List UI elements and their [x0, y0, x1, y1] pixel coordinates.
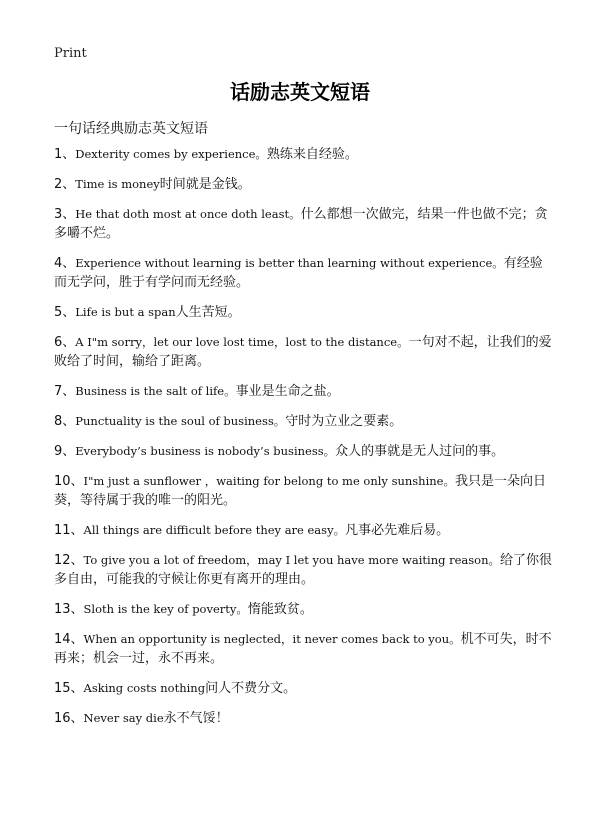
phrase-chinese: 一句对不起，让我们的爱败给了时间，输给了距离。 [54, 335, 552, 369]
phrase-chinese: 时间就是金钱。 [159, 177, 251, 192]
phrase-number: 12、 [54, 553, 84, 568]
phrase-item [54, 551, 554, 589]
phrase-english: Sloth is the key of poverty。 [83, 602, 248, 616]
phrase-item [54, 600, 554, 619]
phrase-item [54, 333, 554, 371]
phrase-number: 11、 [54, 523, 84, 538]
phrase-chinese: 事业是生命之盐。 [235, 384, 340, 399]
phrase-number: 3、 [54, 207, 76, 222]
phrase-english: A I"m sorry，let our love lost time，lost to the distance。 [75, 335, 409, 349]
phrase-item [54, 521, 554, 540]
phrase-item [54, 709, 554, 728]
phrase-english: All things are difficult before they are easy。 [83, 523, 346, 537]
phrase-number: 13、 [54, 602, 84, 617]
phrase-number: 15、 [54, 681, 84, 696]
phrase-list [54, 145, 554, 728]
phrase-item [54, 472, 554, 510]
phrase-number: 14、 [54, 632, 84, 647]
phrase-item [54, 412, 554, 431]
document-title: 话励志英文短语 [230, 80, 370, 104]
phrase-chinese: 什么都想一次做完，结果一件也做不完；贪多嚼不烂。 [54, 207, 548, 241]
phrase-number: 6、 [54, 335, 76, 350]
phrase-english: Business is the salt of life。 [75, 384, 236, 398]
phrase-chinese: 给了你很多自由，可能我的守候让你更有离开的理由。 [54, 553, 553, 587]
phrase-english: When an opportunity is neglected，it never comes back to you。 [83, 632, 461, 646]
document-subtitle: 一句话经典励志英文短语 [54, 121, 208, 137]
phrase-chinese: 熟练来自经验。 [266, 147, 358, 162]
phrase-number: 10、 [54, 474, 84, 489]
phrase-english: Everybody’s business is nobody’s business。 [75, 444, 336, 458]
phrase-chinese: 众人的事就是无人过问的事。 [335, 444, 505, 459]
phrase-english: Life is but a span [75, 305, 176, 319]
phrase-chinese: 惰能致贫。 [247, 602, 313, 617]
phrase-item [54, 145, 554, 164]
phrase-number: 7、 [54, 384, 76, 399]
phrase-item [54, 442, 554, 461]
phrase-item [54, 175, 554, 194]
phrase-number: 2、 [54, 177, 76, 192]
phrase-chinese: 我只是一朵向日葵，等待属于我的唯一的阳光。 [54, 474, 546, 508]
phrase-english: Experience without learning is better than learning without experience。 [75, 256, 504, 270]
phrase-chinese: 凡事必先难后易。 [345, 523, 450, 538]
phrase-number: 9、 [54, 444, 76, 459]
phrase-english: Dexterity comes by experience。 [75, 147, 267, 161]
phrase-english: Time is money [75, 177, 160, 191]
phrase-number: 5、 [54, 305, 76, 320]
phrase-item [54, 630, 554, 668]
phrase-english: Asking costs nothing [83, 681, 206, 695]
phrase-english: I"m just a sunflower ，waiting for belong to me only sunshine。 [83, 474, 455, 488]
phrase-item [54, 303, 554, 322]
phrase-chinese: 有经验而无学问，胜于有学问而无经验。 [54, 256, 543, 290]
phrase-chinese: 永不气馁！ [163, 711, 229, 726]
phrase-item [54, 679, 554, 698]
phrase-item [54, 382, 554, 401]
phrase-number: 4、 [54, 256, 76, 271]
print-link[interactable]: Print [54, 46, 87, 61]
phrase-english: Punctuality is the soul of business。 [75, 414, 286, 428]
phrase-chinese: 守时为立业之要素。 [285, 414, 403, 429]
phrase-number: 16、 [54, 711, 84, 726]
phrase-number: 8、 [54, 414, 76, 429]
phrase-item [54, 254, 554, 292]
phrase-english: He that doth most at once doth least。 [75, 207, 301, 221]
phrase-chinese: 机不可失，时不再来；机会一过，永不再来。 [54, 632, 552, 666]
phrase-number: 1、 [54, 147, 76, 162]
phrase-item [54, 205, 554, 243]
phrase-english: To give you a lot of freedom，may I let you have more waiting reason。 [83, 553, 501, 567]
phrase-chinese: 问人不费分文。 [205, 681, 297, 696]
phrase-chinese: 人生苦短。 [175, 305, 241, 320]
phrase-english: Never say die [83, 711, 164, 725]
